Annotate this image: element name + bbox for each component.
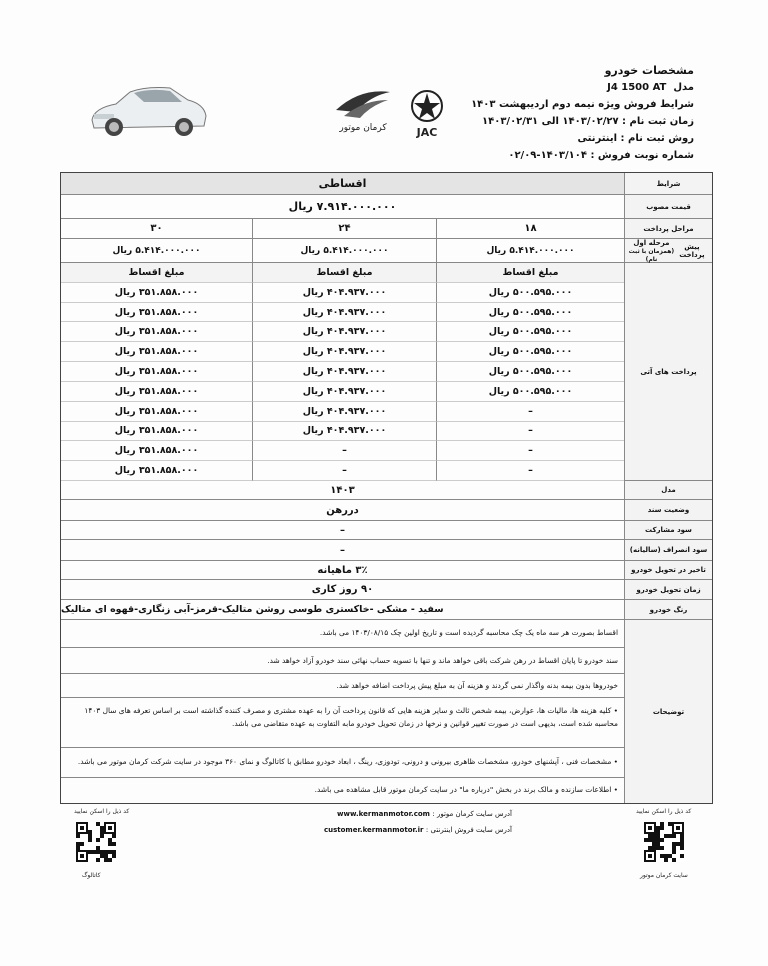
registration-method: روش ثبت نام : اینترنتی xyxy=(577,133,694,144)
sales-label: آدرس سایت فروش اینترنتی : xyxy=(425,826,512,834)
value-delivery-time: ۹۰ روز کاری xyxy=(311,584,374,595)
catalog-caption: کاتالوگ xyxy=(82,872,101,879)
value-participation-profit: – xyxy=(340,524,345,536)
qr-code-catalog[interactable] xyxy=(76,822,116,862)
label-delivery-delay: تاخیر در تحویل خودرو xyxy=(624,561,712,579)
installment-cell: ۴۰۴.۹۳۷.۰۰۰ ریال xyxy=(252,402,436,422)
row-notes xyxy=(61,620,712,803)
site-label: آدرس سایت کرمان موتور : xyxy=(432,810,512,818)
note-6: • اطلاعات سازنده و مالک برند در بخش "درباره ما" در سایت کرمان موتور قابل مشاهده می باشد. xyxy=(314,785,618,794)
scan-caption-right: کد ذیل را اسکن نمایید xyxy=(636,808,692,815)
site-address xyxy=(272,810,512,818)
label-payment-stages: مراحل پرداخت xyxy=(624,219,712,238)
label-future-payments: پرداخت های آتی xyxy=(624,263,712,480)
row-participation-profit xyxy=(61,521,712,540)
installment-header: مبلغ اقساط xyxy=(252,263,436,283)
website-caption: سایت کرمان موتور xyxy=(640,872,688,879)
label-document-status: وضعیت سند xyxy=(624,500,712,520)
installment-cell: – xyxy=(252,441,436,461)
row-future-payments xyxy=(61,263,712,481)
stage-3: ۳۰ xyxy=(150,223,163,234)
first-stage-sub: (همزمان با ثبت نام) xyxy=(628,247,675,263)
scan-caption-left: کد ذیل را اسکن نمایید xyxy=(74,808,130,815)
installments-grid xyxy=(61,263,624,481)
value-car-color: سفید - مشکی -خاکستری طوسی روشن متالیک-قرمز-آبی زنگاری-قهوه ای متالیک xyxy=(61,604,444,615)
installment-cell: ۴۰۴.۹۳۷.۰۰۰ ریال xyxy=(252,283,436,303)
row-car-color xyxy=(61,600,712,620)
label-participation-profit: سود مشارکت xyxy=(624,521,712,539)
note-1: اقساط بصورت هر سه ماه یک چک محاسبه گردیده است و تاریخ اولین چک ۱۴۰۳/۰۸/۱۵ می باشد. xyxy=(61,620,624,648)
qr-code-website[interactable] xyxy=(644,822,684,862)
note-3: خودروها بدون بیمه بدنه واگذار نمی گردند و هزینه آن به مبلغ پیش پرداخت اضافه خواهد شد. xyxy=(61,674,624,698)
site-url-link[interactable]: www.kermanmotor.com xyxy=(337,810,430,818)
installment-cell: ۳۵۱.۸۵۸.۰۰۰ ریال xyxy=(61,402,252,422)
kerman-motor-logo xyxy=(330,86,396,136)
label-delivery-time: زمان تحویل خودرو xyxy=(624,580,712,599)
row-payment-stages xyxy=(61,219,712,239)
installment-cell: ۴۰۴.۹۳۷.۰۰۰ ریال xyxy=(252,303,436,323)
installment-cell: – xyxy=(436,422,624,442)
first-stage-label: مرحله اول xyxy=(633,238,670,247)
installment-cell: ۴۰۴.۹۳۷.۰۰۰ ریال xyxy=(252,362,436,382)
installment-header: مبلغ اقساط xyxy=(436,263,624,283)
installment-cell: ۵۰۰.۵۹۵.۰۰۰ ریال xyxy=(436,303,624,323)
note-5: • مشخصات فنی ، آپشنهای خودرو، مشخصات ظاهری بیرونی و درونی، تودوزی، رینگ ، ابعاد خودرو مطابق با کاتالوگ و نمای ۳۶۰ موجود در سایت شرکت کرمان موتور می باشد. xyxy=(61,748,624,778)
value-delivery-delay: ۳٪ ماهیانه xyxy=(317,564,368,576)
prepayment-3: ۵.۴۱۴.۰۰۰.۰۰۰ ریال xyxy=(112,245,201,256)
label-model: مدل xyxy=(624,481,712,499)
row-model xyxy=(61,481,712,500)
label-deferral-profit: سود انصراف (سالیانه) xyxy=(624,540,712,560)
note-4: • کلیه هزینه ها، مالیات ها، عوارض، بیمه شخص ثالث و سایر هزینه هایی که قانون پرداخت آن را به عهده مشتری و مصرف کننده گذاشته است بر اساس تعرفه های سال ۱۴۰۳ محاسبه شده است، بدیهی است در صورت تغییر قوانین و نرخها در زمان تحویل خودرو مابه التفاوت به عهده متقاضی می باشد. xyxy=(61,698,624,748)
value-deferral-profit: – xyxy=(340,544,345,556)
stage-2: ۲۴ xyxy=(252,219,436,238)
model-value: J4 1500 AT xyxy=(607,82,667,93)
car-image xyxy=(86,80,210,142)
installment-header: مبلغ اقساط xyxy=(61,263,252,283)
row-prepayment xyxy=(61,239,712,263)
first-stage-box xyxy=(628,239,675,263)
installment-cell: ۵۰۰.۵۹۵.۰۰۰ ریال xyxy=(436,322,624,342)
sale-number: شماره نوبت فروش : ۱۴۰۳/۱۰۴-۰۲/۰۹ xyxy=(508,150,694,161)
registration-time: زمان ثبت نام : ۱۴۰۳/۰۲/۲۷ الی ۱۴۰۳/۰۲/۳۱ xyxy=(482,116,694,127)
svg-text:کرمان موتور: کرمان موتور xyxy=(339,123,387,133)
conditions-table xyxy=(60,172,713,804)
installment-cell: ۴۰۴.۹۳۷.۰۰۰ ریال xyxy=(252,422,436,442)
value-approved-price: ۷.۹۱۴.۰۰۰.۰۰۰ ریال xyxy=(288,200,397,213)
row-document-status xyxy=(61,500,712,521)
prepayment-label: پیش پرداخت xyxy=(679,242,705,259)
row-approved-price xyxy=(61,195,712,219)
installment-cell: ۳۵۱.۸۵۸.۰۰۰ ریال xyxy=(61,382,252,402)
prepayment-2: ۵.۴۱۴.۰۰۰.۰۰۰ ریال xyxy=(252,239,436,262)
installment-cell: ۳۵۱.۸۵۸.۰۰۰ ریال xyxy=(61,422,252,442)
installment-cell: ۳۵۱.۸۵۸.۰۰۰ ریال xyxy=(61,322,252,342)
row-deferral-profit xyxy=(61,540,712,561)
model-line xyxy=(434,79,694,96)
sales-url-link[interactable]: customer.kermanmotor.ir xyxy=(323,826,424,834)
label-conditions: شرایط xyxy=(624,173,712,194)
sales-address xyxy=(272,826,512,834)
installment-cell: ۵۰۰.۵۹۵.۰۰۰ ریال xyxy=(436,362,624,382)
prepayment-1: ۵.۴۱۴.۰۰۰.۰۰۰ ریال xyxy=(436,239,624,262)
installment-cell: ۴۰۴.۹۳۷.۰۰۰ ریال xyxy=(252,322,436,342)
installment-cell: – xyxy=(436,402,624,422)
installment-cell: – xyxy=(436,461,624,481)
label-prepayment xyxy=(624,239,712,262)
model-label: مدل xyxy=(673,82,694,93)
row-conditions xyxy=(61,173,712,195)
installment-cell: ۳۵۱.۸۵۸.۰۰۰ ریال xyxy=(61,362,252,382)
header-title: مشخصات خودرو xyxy=(604,64,694,77)
installment-cell: – xyxy=(252,461,436,481)
value-model: ۱۴۰۳ xyxy=(330,484,355,496)
installment-cell: ۳۵۱.۸۵۸.۰۰۰ ریال xyxy=(61,283,252,303)
installment-cell: ۵۰۰.۵۹۵.۰۰۰ ریال xyxy=(436,382,624,402)
installment-cell: ۳۵۱.۸۵۸.۰۰۰ ریال xyxy=(61,303,252,323)
stage-1: ۱۸ xyxy=(436,219,624,238)
installment-cell: ۴۰۴.۹۳۷.۰۰۰ ریال xyxy=(252,382,436,402)
installment-cell: ۳۵۱.۸۵۸.۰۰۰ ریال xyxy=(61,342,252,362)
installment-cell: ۳۵۱.۸۵۸.۰۰۰ ریال xyxy=(61,441,252,461)
installment-cell: ۳۵۱.۸۵۸.۰۰۰ ریال xyxy=(61,461,252,481)
header-info xyxy=(434,62,694,164)
installment-cell: ۴۰۴.۹۳۷.۰۰۰ ریال xyxy=(252,342,436,362)
row-delivery-time xyxy=(61,580,712,600)
label-car-color: رنگ خودرو xyxy=(624,600,712,619)
sale-title: شرایط فروش ویژه نیمه دوم اردیبهشت ۱۴۰۳ xyxy=(471,99,694,110)
label-notes: توضیحات xyxy=(624,620,712,803)
value-document-status: دررهن xyxy=(326,504,359,516)
installment-cell: ۵۰۰.۵۹۵.۰۰۰ ریال xyxy=(436,342,624,362)
installment-cell: – xyxy=(436,441,624,461)
label-approved-price: قیمت مصوب xyxy=(624,195,712,218)
row-delivery-delay xyxy=(61,561,712,580)
installment-cell: ۵۰۰.۵۹۵.۰۰۰ ریال xyxy=(436,283,624,303)
value-conditions: اقساطی xyxy=(318,177,367,190)
note-2: سند خودرو تا پایان اقساط در رهن شرکت باقی خواهد ماند و تنها با تسویه حساب نهائی سند خودرو آزاد خواهد شد. xyxy=(61,648,624,674)
svg-text:JAC: JAC xyxy=(416,126,438,139)
